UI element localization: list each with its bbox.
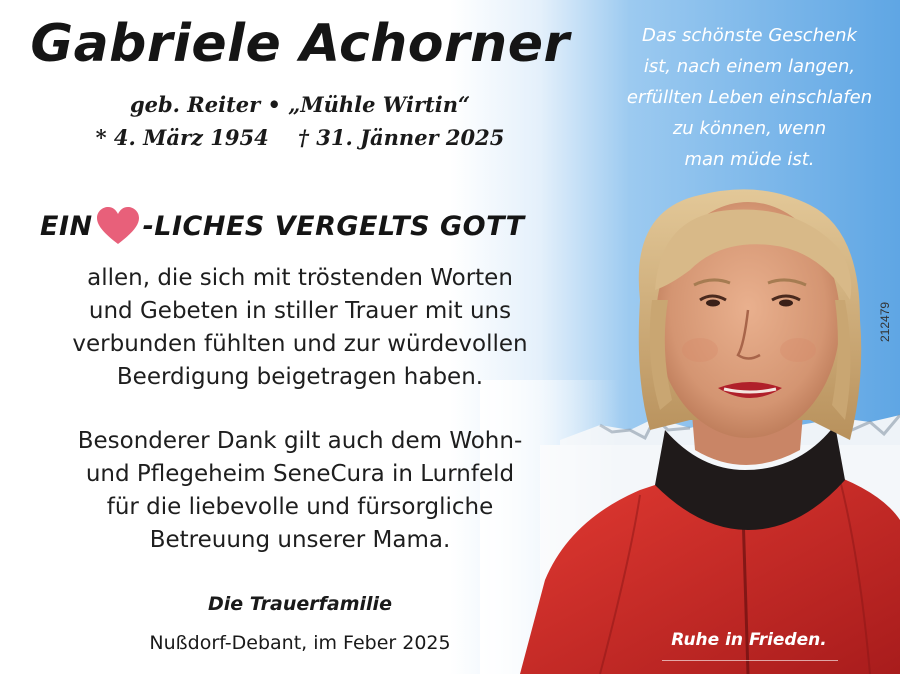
quote-line: erfüllten Leben einschlafen (626, 87, 873, 108)
heading-suffix: -LICHES VERGELTS GOTT (142, 210, 525, 242)
life-dates: * 4. März 1954 † 31. Jänner 2025 (95, 125, 505, 150)
thank-you-heading (40, 206, 560, 246)
quote-line: man müde ist. (684, 149, 815, 170)
paragraph-line: Beerdigung beigetragen haben. (116, 364, 484, 390)
paragraph-line: für die liebevolle und fürsorgliche (106, 494, 494, 520)
maiden-name-line: geb. Reiter • „Mühle Wirtin“ (129, 92, 471, 117)
paragraph-line: verbunden fühlten und zur würdevollen (72, 331, 528, 357)
paragraph-line: allen, die sich mit tröstenden Worten (87, 265, 513, 291)
divider (662, 660, 838, 661)
paragraph-line: Betreuung unserer Mama. (149, 527, 451, 553)
place-date: Nußdorf-Debant, im Feber 2025 (149, 632, 451, 654)
quote-line: ist, nach einem langen, (643, 56, 856, 77)
reference-number: 212479 (878, 301, 892, 343)
quote-line: Das schönste Geschenk (642, 25, 857, 46)
paragraph-line: und Gebeten in stiller Trauer mit uns (88, 298, 512, 324)
quote-line: zu können, wenn (672, 118, 827, 139)
heart-icon (95, 206, 141, 246)
paragraph-line: Besonderer Dank gilt auch dem Wohn- (77, 428, 523, 454)
deceased-name: Gabriele Achorner (30, 14, 570, 74)
rest-in-peace: Ruhe in Frieden. (671, 630, 827, 650)
special-thanks-paragraph (30, 425, 570, 557)
paragraph-line: und Pflegeheim SeneCura in Lurnfeld (85, 461, 515, 487)
thanks-paragraph (30, 262, 570, 394)
heading-prefix: EIN (40, 210, 93, 242)
memorial-quote (612, 20, 887, 175)
signature: Die Trauerfamilie (208, 593, 392, 615)
